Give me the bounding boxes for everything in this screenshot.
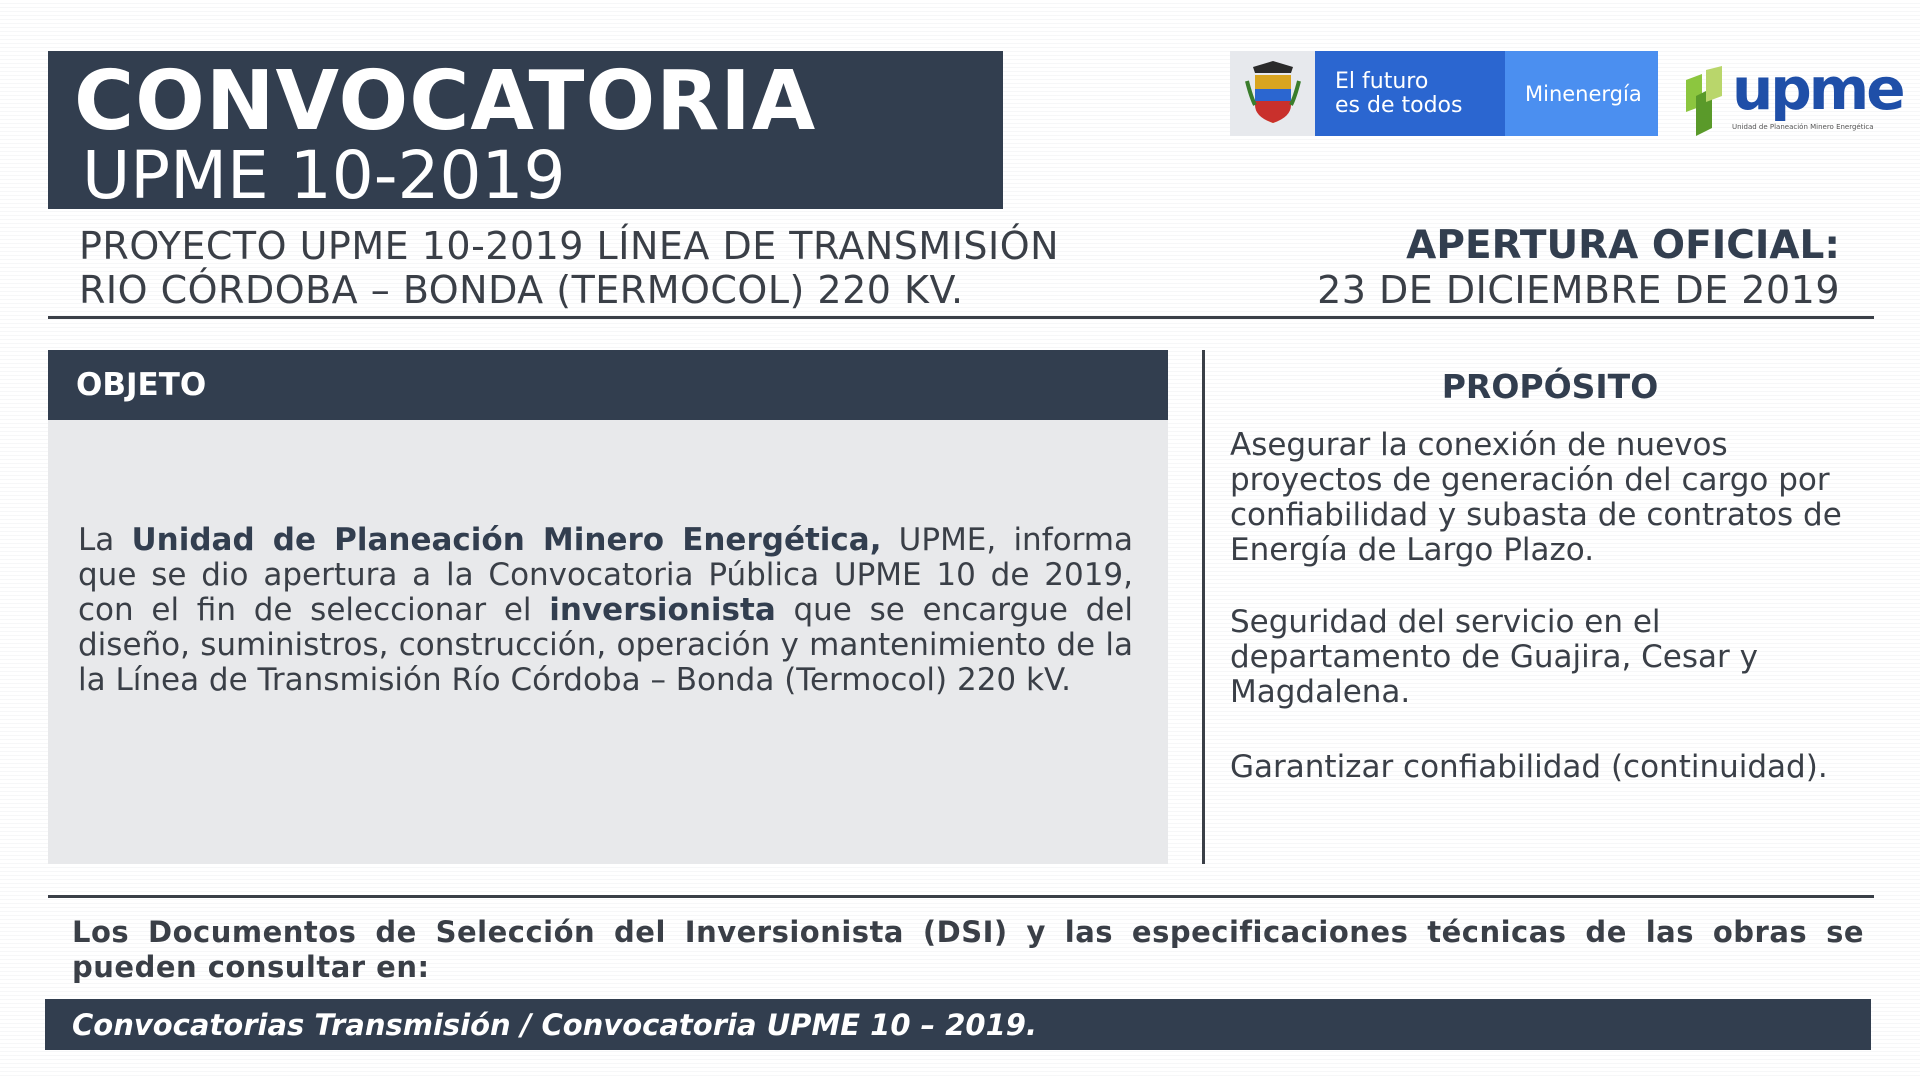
project-line1: PROYECTO UPME 10-2019 LÍNEA DE TRANSMISIÓN — [79, 224, 1060, 268]
colombia-coat-of-arms-icon — [1230, 51, 1315, 136]
proposito-item-1: Asegurar la conexión de nuevos proyectos de generación del cargo por confiabilidad y subasta de contratos de Energía de Largo Plazo. — [1230, 427, 1842, 568]
project-line2: RIO CÓRDOBA – BONDA (TERMOCOL) 220 KV. — [79, 268, 964, 312]
proposito-item-2: Seguridad del servicio en el departamento de Guajira, Cesar y Magdalena. — [1230, 604, 1758, 710]
objeto-bold-2: inversionista — [549, 592, 776, 628]
gov-slogan-line2: es de todos — [1335, 92, 1463, 118]
vertical-divider — [1202, 350, 1205, 864]
divider-top — [48, 316, 1874, 319]
upme-wordmark: upme — [1732, 55, 1903, 123]
objeto-text-3: que se encargue del diseño, suministros, construcción, operación y mantenimiento de la la Línea de Transmisión Río Córdoba – Bonda (Termocol) 220 kV. — [78, 592, 1133, 698]
proposito-list — [1230, 428, 1870, 785]
proposito-heading: PROPÓSITO — [1441, 367, 1659, 406]
apertura-date: 23 DE DICIEMBRE DE 2019 — [1317, 268, 1840, 312]
apertura-label: APERTURA OFICIAL: — [1406, 223, 1840, 268]
objeto-heading: OBJETO — [48, 350, 1168, 420]
page-subtitle: UPME 10-2019 — [82, 137, 566, 214]
convocatoria-link[interactable]: Convocatorias Transmisión / Convocatoria UPME 10 – 2019. — [45, 999, 1871, 1050]
upme-leaf-icon — [1682, 66, 1728, 138]
objeto-panel — [48, 420, 1168, 864]
apertura-block — [1317, 224, 1840, 312]
gov-slogan-line1: El futuro — [1335, 69, 1429, 95]
proposito-item-3: Garantizar confiabilidad (continuidad). — [1230, 749, 1828, 785]
government-logo — [1230, 51, 1658, 136]
page-title: CONVOCATORIA — [74, 54, 817, 149]
objeto-text-2: UPME, informa que se dio apertura a la Convocatoria Pública UPME 10 de 2019, con el fin de seleccionar el — [78, 522, 1133, 628]
gov-slogan — [1315, 51, 1505, 136]
ministry-name: Minenergía — [1505, 51, 1658, 136]
objeto-text-1: La — [78, 522, 132, 558]
documents-note: Los Documentos de Selección del Inversionista (DSI) y las especificaciones técnicas de las obras se pueden consultar en: — [72, 915, 1864, 984]
upme-tagline: Unidad de Planeación Minero Energética — [1732, 123, 1874, 131]
objeto-text — [78, 523, 1133, 698]
divider-bottom — [48, 895, 1874, 898]
upme-logo — [1682, 55, 1903, 140]
project-name — [79, 224, 1059, 312]
objeto-bold-1: Unidad de Planeación Minero Energética, — [131, 522, 882, 558]
title-banner — [48, 51, 1003, 214]
